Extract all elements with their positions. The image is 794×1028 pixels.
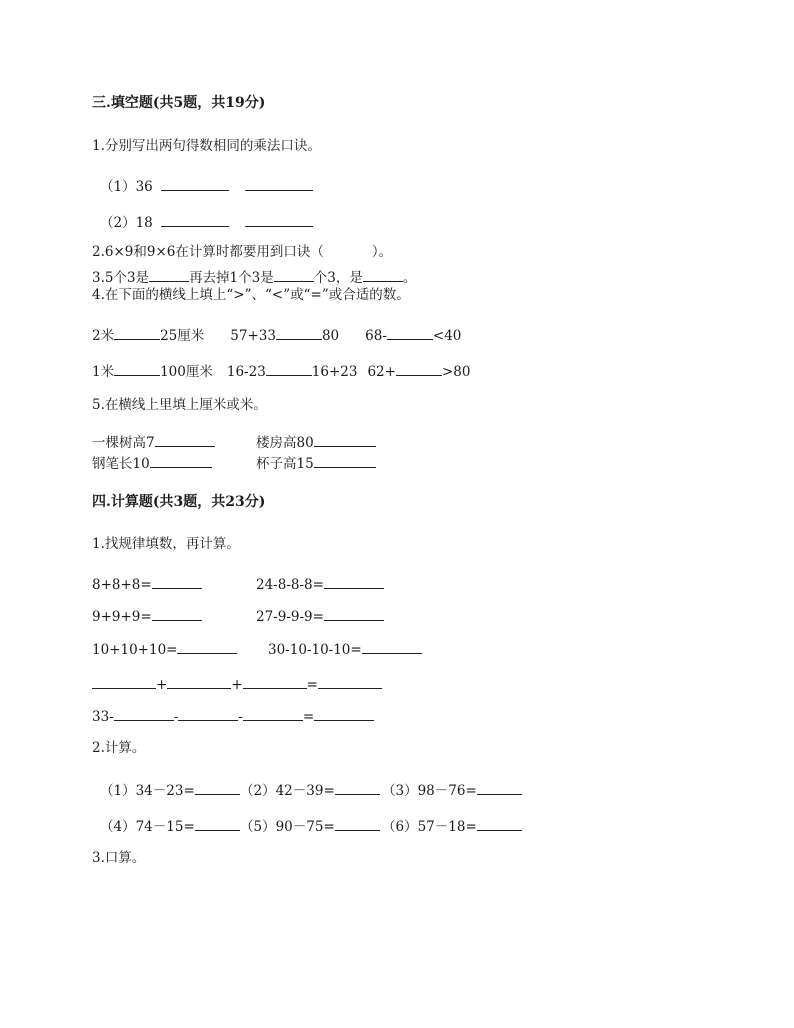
answer-blank[interactable] [362, 641, 422, 654]
answer-blank[interactable] [177, 641, 237, 654]
q5-prompt: 5.在横线上里填上厘米或米。 [92, 397, 267, 413]
q4-row-2: 1米 100厘米 16-23 16+23 62+ >80 [92, 364, 471, 380]
answer-blank[interactable] [245, 214, 313, 227]
answer-blank[interactable] [178, 708, 238, 721]
s4-q1-row-2: 9+9+9= 27-9-9-9= [92, 608, 384, 625]
answer-blank[interactable] [114, 327, 160, 340]
answer-blank[interactable] [149, 269, 189, 282]
answer-blank[interactable] [276, 327, 322, 340]
q3-line: 3.5个3是 再去掉1个3是 个3，是 。 [92, 270, 417, 286]
answer-blank[interactable] [274, 269, 314, 282]
s4-q2-row-1: （1）34－23= （2）42－39= （3）98－76= [100, 782, 522, 799]
s4-q2-row-2: （4）74－15= （5）90－75= （6）57－18= [100, 818, 522, 835]
answer-blank[interactable] [243, 708, 303, 721]
q1-row-1: （1）36 [100, 178, 313, 195]
s4-q2-prompt: 2.计算。 [92, 740, 146, 756]
answer-blank[interactable] [318, 676, 382, 689]
answer-blank[interactable] [243, 676, 307, 689]
answer-blank[interactable] [396, 363, 442, 376]
answer-blank[interactable] [152, 576, 202, 589]
answer-blank[interactable] [195, 818, 240, 831]
answer-blank[interactable] [155, 434, 215, 447]
q1-prompt: 1.分别写出两句得数相同的乘法口诀。 [92, 138, 321, 154]
section-title-calculation: 四.计算题(共3题，共23分) [92, 494, 266, 510]
answer-blank[interactable] [314, 434, 376, 447]
answer-blank[interactable] [152, 608, 202, 621]
answer-blank[interactable] [195, 782, 240, 795]
answer-blank[interactable] [161, 178, 229, 191]
answer-blank[interactable] [114, 708, 174, 721]
answer-blank[interactable] [161, 214, 229, 227]
answer-blank[interactable] [314, 708, 374, 721]
answer-blank[interactable] [477, 818, 522, 831]
answer-blank[interactable] [266, 363, 312, 376]
answer-blank[interactable] [324, 608, 384, 621]
q1-row-2: （2）18 [100, 214, 313, 231]
s4-q1-row-3: 10+10+10= 30-10-10-10= [92, 641, 422, 658]
answer-blank[interactable] [167, 676, 231, 689]
q4-row-1: 2米 25厘米 57+33 80 68- <40 [92, 328, 462, 344]
answer-blank[interactable] [114, 363, 160, 376]
s4-q3-prompt: 3.口算。 [92, 850, 146, 866]
answer-blank[interactable] [314, 455, 376, 468]
q5-row-1: 一棵树高7 楼房高80 [92, 434, 376, 451]
answer-blank[interactable] [335, 782, 380, 795]
q5-row-2: 钢笔长10 杯子高15 [92, 455, 376, 472]
s4-q1-row-1: 8+8+8= 24-8-8-8= [92, 576, 384, 593]
s4-q1-row-5: 33- - - = [92, 708, 374, 725]
answer-blank[interactable] [150, 455, 212, 468]
answer-blank[interactable] [363, 269, 403, 282]
answer-blank[interactable] [245, 178, 313, 191]
q4-prompt: 4.在下面的横线上填上“>”、“<”或“=”或合适的数。 [92, 287, 410, 303]
answer-blank[interactable] [335, 818, 380, 831]
answer-blank[interactable] [324, 576, 384, 589]
answer-blank[interactable] [387, 327, 433, 340]
section-title-fill-blanks: 三.填空题(共5题，共19分) [92, 95, 266, 111]
s4-q1-prompt: 1.找规律填数，再计算。 [92, 536, 240, 552]
s4-q1-row-4: + + = [92, 676, 382, 693]
answer-blank[interactable] [92, 676, 156, 689]
q2-line: 2.6×9和9×6在计算时都要用到口诀（ ）。 [92, 244, 393, 260]
answer-blank[interactable] [477, 782, 522, 795]
